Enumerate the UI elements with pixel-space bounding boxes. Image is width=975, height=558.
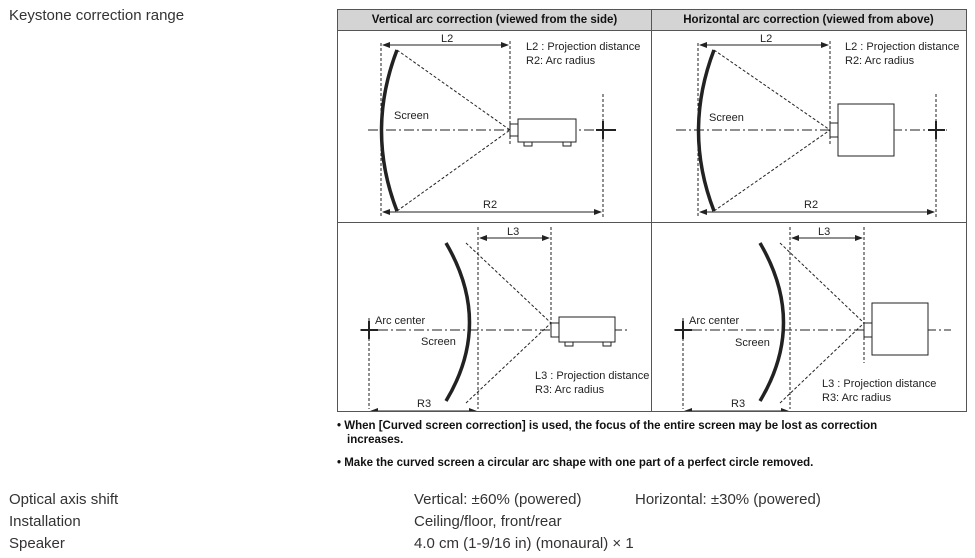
- legend-1-tl: L2 : Projection distance: [526, 41, 641, 53]
- diagram-vertical-convex: [338, 223, 651, 411]
- legend-1-tr: L2 : Projection distance: [845, 41, 960, 53]
- screen-label-bl: Screen: [421, 336, 456, 348]
- legend-2-br: R3: Arc radius: [822, 392, 892, 404]
- spec-label-optical-axis-shift: Optical axis shift: [9, 491, 119, 508]
- note-circular-arc: • Make the curved screen a circular arc shape with one part of a perfect circle removed.: [337, 457, 814, 469]
- l3-label-br: L3: [818, 226, 831, 238]
- legend-1-bl: L3 : Projection distance: [535, 370, 650, 382]
- header-horizontal-arc: Horizontal arc correction (viewed from above): [651, 10, 966, 31]
- spec-value-speaker: 4.0 cm (1-9/16 in) (monaural) × 1: [414, 535, 634, 552]
- legend-1-br: L3 : Projection distance: [822, 378, 937, 390]
- l2-label-tr: L2: [760, 33, 773, 45]
- r3-label-bl: R3: [417, 398, 432, 410]
- section-label-keystone: Keystone correction range: [9, 7, 185, 24]
- r2-label-tl: R2: [483, 199, 498, 211]
- screen-label-tl: Screen: [394, 110, 429, 122]
- spec-value-installation: Ceiling/floor, front/rear: [414, 513, 562, 530]
- legend-2-tr: R2: Arc radius: [845, 55, 915, 67]
- spec-label-installation: Installation: [9, 513, 81, 530]
- header-vertical-arc: Vertical arc correction (viewed from the side): [338, 10, 651, 31]
- l3-label-bl: L3: [507, 226, 520, 238]
- legend-2-bl: R3: Arc radius: [535, 384, 605, 396]
- note-curved-correction-cont: increases.: [347, 434, 404, 446]
- spec-label-speaker: Speaker: [9, 535, 65, 552]
- r3-label-br: R3: [731, 398, 746, 410]
- spec-value-optical-horizontal: Horizontal: ±30% (powered): [635, 491, 821, 508]
- diagram-horizontal-concave: [652, 31, 967, 222]
- note-curved-correction: • When [Curved screen correction] is used, the focus of the entire screen may be lost as correction: [337, 420, 878, 432]
- arc-center-label-br: Arc center: [689, 315, 740, 327]
- r2-label-tr: R2: [804, 199, 819, 211]
- diagram-vertical-concave: [338, 31, 651, 222]
- legend-2-tl: R2: Arc radius: [526, 55, 596, 67]
- spec-value-optical-vertical: Vertical: ±60% (powered): [414, 491, 582, 508]
- l2-label-tl: L2: [441, 33, 454, 45]
- screen-label-tr: Screen: [709, 112, 744, 124]
- arc-center-label-bl: Arc center: [375, 315, 426, 327]
- keystone-diagram-table: [337, 9, 967, 412]
- diagram-horizontal-convex: [652, 223, 967, 411]
- screen-label-br: Screen: [735, 337, 770, 349]
